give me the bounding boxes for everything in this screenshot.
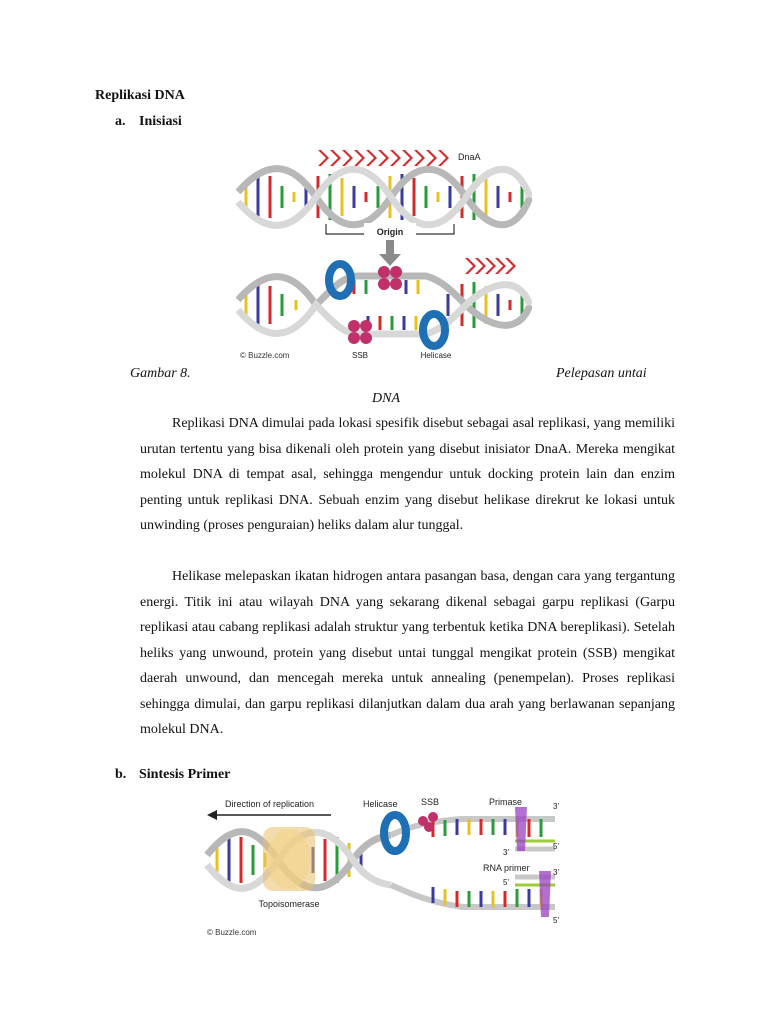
prime-3-upper-primer: 3'	[503, 848, 509, 857]
dnaa-arrows	[318, 150, 449, 166]
figure-primer-synthesis	[203, 793, 571, 941]
prime-3-top: 3'	[553, 802, 559, 811]
ssb-label-2: SSB	[421, 797, 440, 807]
dnaa-arrows-small	[465, 258, 516, 274]
lower-strand	[391, 877, 555, 907]
topoisomerase-label: Topoisomerase	[258, 899, 320, 909]
primase-icon	[515, 807, 551, 917]
section-a-heading	[115, 114, 182, 130]
figure-caption-right: Pelepasan untai	[556, 366, 647, 381]
origin-label: Origin	[376, 227, 404, 237]
credit-label-2: © Buzzle.com	[207, 928, 257, 937]
prime-5-bottom: 5'	[553, 916, 559, 925]
dna-helix-top	[238, 169, 530, 226]
paragraph-2: Helikase melepaskan ikatan hidrogen antara pasangan basa, dengan cara yang tergantung energi. Titik ini atau wilayah DNA yang sekarang dikenal sebagai garpu replikasi (Garpu replikasi atau cabang replikasi adalah struktur yang terbentuk ketika DNA bereplikasi). Setelah heliks yang unwound, protein yang disebut untai tunggal mengikat protein (SSB) mengikat daerah unwound, dan mencegah mereka untuk annealing (penempelan). Proses replikasi sehingga dimulai, dan garpu replikasi dilanjutkan dalam dua arah yang berlawanan sepanjang molekul DNA.	[140, 569, 675, 737]
section-b-title: Sintesis Primer	[139, 767, 231, 782]
ssb-label: SSB	[351, 351, 369, 360]
section-a-title: Inisiasi	[139, 114, 182, 129]
helicase-label-2: Helicase	[363, 799, 398, 809]
primase-label: Primase	[489, 797, 523, 807]
section-b-label: b.	[115, 767, 127, 782]
prime-3-lower: 3'	[553, 868, 559, 877]
figure-initiation	[236, 140, 532, 364]
direction-arrow-icon	[207, 810, 331, 820]
credit-label: © Buzzle.com	[240, 351, 290, 360]
dnaa-label: DnaA	[458, 152, 481, 162]
paragraph-1: Replikasi DNA dimulai pada lokasi spesifik disebut sebagai asal replikasi, yang memiliki urutan tertentu yang bisa dikenali oleh protein yang disebut inisiator DnaA. Mereka mengikat molekul DNA di tempat asal, sehingga mengendur untuk docking protein lain dan enzim penting untuk replikasi DNA. Sebuah enzim yang disebut helikase direkrut ke lokasi untuk unwinding (proses penguraian) heliks dalam alur tunggal.	[140, 416, 675, 533]
section-a-label: a.	[115, 114, 126, 129]
prime-5-lower-primer: 5'	[503, 878, 509, 887]
prime-5-upper: 5'	[553, 842, 559, 851]
topoisomerase-icon	[263, 827, 315, 891]
document-title: Replikasi DNA	[95, 88, 185, 103]
rna-primer-label: RNA primer	[483, 863, 530, 873]
figure-caption-line2: DNA	[372, 391, 400, 406]
direction-label: Direction of replication	[225, 799, 315, 809]
section-b-heading	[115, 767, 230, 783]
down-arrow-icon	[379, 240, 401, 266]
upper-strand	[391, 819, 555, 849]
helicase-label: Helicase	[420, 351, 452, 360]
figure-caption-left: Gambar 8.	[130, 366, 191, 381]
